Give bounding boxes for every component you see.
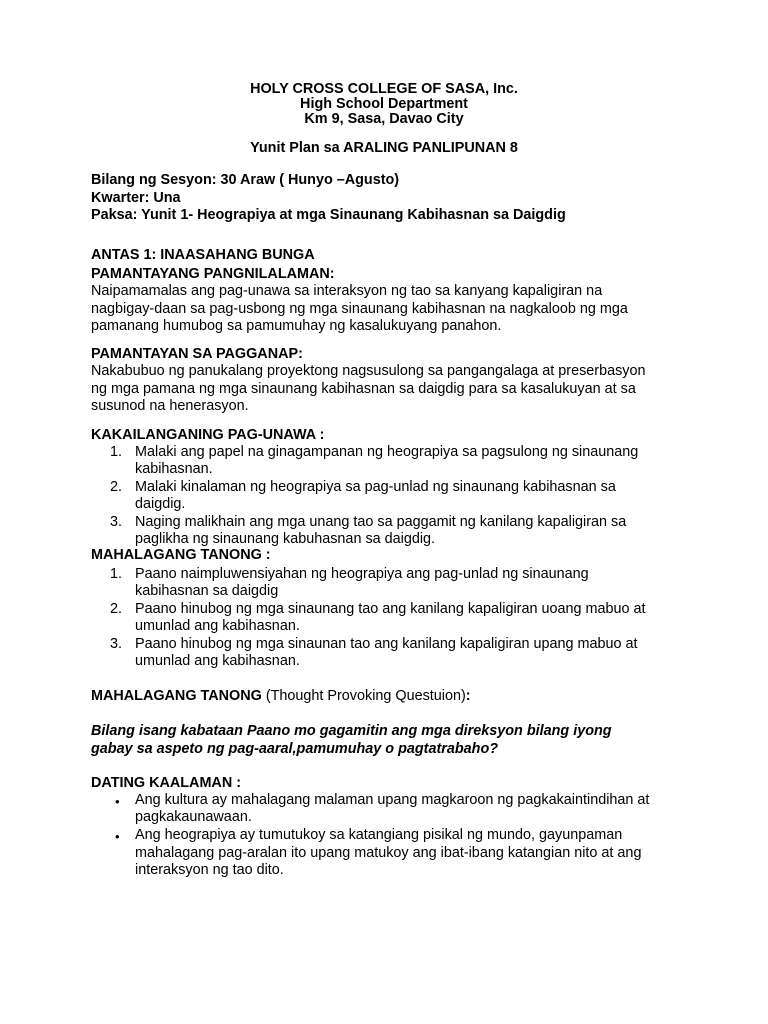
bullet-icon: • — [115, 794, 120, 809]
department: High School Department — [300, 96, 468, 112]
paragraph-line: Nakabubuo ng panukalang proyektong nagsusulong sa pangangalaga at preserbasyon — [91, 363, 646, 379]
list-number: 3. — [110, 514, 123, 530]
address: Km 9, Sasa, Davao City — [304, 111, 464, 127]
section-heading-pamantayan-sa-pagganap: PAMANTAYAN SA PAGGANAP: — [91, 346, 303, 362]
list-number: 3. — [110, 636, 123, 652]
section-heading-antas: ANTAS 1: INAASAHANG BUNGA — [91, 247, 315, 263]
list-item-line: Paano hinubog ng mga sinaunan tao ang kanilang kapaligiran upang mabuo at — [135, 636, 638, 652]
list-item-line: umunlad ang kabihasnan. — [135, 653, 300, 669]
bullet-item-line: pagkakaunawaan. — [135, 809, 252, 825]
thought-question-colon: : — [465, 688, 471, 704]
list-item-line: paglikha ng sinaunang kabuhasnan sa daigdig. — [135, 531, 436, 547]
list-item-line: Malaki kinalaman ng heograpiya sa pag-unlad ng sinaunang kabihasnan sa — [135, 479, 616, 495]
list-item-line: kabihasnan. — [135, 461, 213, 477]
list-item-line: daigdig. — [135, 496, 186, 512]
section-heading-mahalagang-tanong: MAHALAGANG TANONG : — [91, 547, 271, 563]
paragraph-line: Naipamamalas ang pag-unawa sa interaksyon ng tao sa kanyang kapaligiran na — [91, 283, 603, 299]
bullet-item-line: Ang kultura ay mahalagang malaman upang magkaroon ng pagkakaintindihan at — [135, 792, 650, 808]
list-item-line: Paano hinubog ng mga sinaunang tao ang kanilang kapaligiran uoang mabuo at — [135, 601, 646, 617]
thought-question-line: Bilang isang kabataan Paano mo gagamitin ang mga direksyon bilang iyong — [91, 723, 612, 739]
bullet-icon: • — [115, 829, 120, 844]
thought-question-label: MAHALAGANG TANONG — [91, 688, 262, 704]
thought-question-heading — [91, 687, 471, 705]
list-item-line: Paano naimpluwensiyahan ng heograpiya ang pag-unlad ng sinaunang — [135, 566, 589, 582]
list-number: 1. — [110, 444, 123, 460]
section-heading-dating-kaalaman: DATING KAALAMAN : — [91, 775, 242, 791]
school-name: HOLY CROSS COLLEGE OF SASA, Inc. — [250, 81, 518, 97]
section-heading-pamantayang-pangnilalaman: PAMANTAYANG PANGNILALAMAN: — [91, 266, 335, 282]
list-number: 1. — [110, 566, 123, 582]
paragraph-line: susunod na henerasyon. — [91, 398, 249, 414]
bullet-item-line: Ang heograpiya ay tumutukoy sa katangiang pisikal ng mundo, gayunpaman — [135, 827, 623, 843]
document-title: Yunit Plan sa ARALING PANLIPUNAN 8 — [250, 140, 518, 156]
list-item-line: umunlad ang kabihasnan. — [135, 618, 300, 634]
bullet-item-line: interaksyon ng tao dito. — [135, 862, 284, 878]
list-item-line: Malaki ang papel na ginagampanan ng heograpiya sa pagsulong ng sinaunang — [135, 444, 639, 460]
session-count: Bilang ng Sesyon: 30 Araw ( Hunyo –Agusto) — [91, 172, 400, 188]
list-item-line: Naging malikhain ang mga unang tao sa paggamit ng kanilang kapaligiran sa — [135, 514, 627, 530]
quarter: Kwarter: Una — [91, 190, 181, 206]
list-item-line: kabihasnan sa daigdig — [135, 583, 279, 599]
paragraph-line: ng mga pamana ng mga sinaunang kabihasnan sa daigdig para sa kasalukuyan at sa — [91, 381, 636, 397]
thought-question-line: gabay sa aspeto ng pag-aaral,pamumuhay o pagtatrabaho? — [91, 741, 499, 757]
topic: Paksa: Yunit 1- Heograpiya at mga Sinaunang Kabihasnan sa Daigdig — [91, 207, 566, 223]
section-heading-kakailanganing-pag-unawa: KAKAILANGANING PAG-UNAWA : — [91, 427, 325, 443]
bullet-item-line: mahalagang pag-aralan ito upang matukoy ang ibat-ibang katangian nito at ang — [135, 845, 642, 861]
paragraph-line: pamanang humubog sa pamumuhay ng kasalukuyang panahon. — [91, 318, 502, 334]
list-number: 2. — [110, 479, 123, 495]
paragraph-line: nagbigay-daan sa pag-usbong ng mga sinaunang kabihasnan na nagkaloob ng mga — [91, 301, 628, 317]
list-number: 2. — [110, 601, 123, 617]
thought-question-note: (Thought Provoking Questuion) — [265, 688, 466, 704]
